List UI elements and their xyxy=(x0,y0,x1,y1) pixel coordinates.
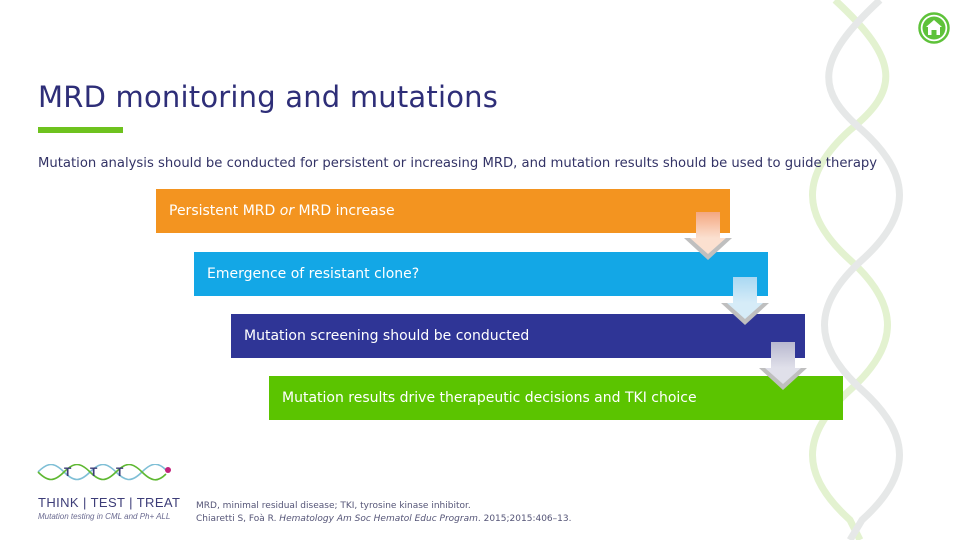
page-title: MRD monitoring and mutations xyxy=(38,80,499,114)
step-4-text: Mutation results drive therapeutic decisions and TKI choice xyxy=(282,390,697,406)
reference-details: . 2015;2015:406–13. xyxy=(477,514,572,524)
svg-text:T: T xyxy=(64,465,72,479)
logo-wordmark: THINK | TEST | TREAT xyxy=(38,495,181,510)
footnote-reference xyxy=(196,513,571,526)
step-1-text-after: MRD increase xyxy=(294,203,395,219)
flow-step-persistent-mrd xyxy=(156,189,730,233)
logo-tagline: Mutation testing in CML and Ph+ ALL xyxy=(38,512,171,521)
svg-text:T: T xyxy=(116,465,124,479)
title-underline xyxy=(38,127,123,133)
svg-text:T: T xyxy=(90,465,98,479)
down-arrow-icon xyxy=(719,277,771,325)
step-1-text-before: Persistent MRD xyxy=(169,203,280,219)
footnote xyxy=(196,500,571,526)
footnote-abbreviations: MRD, minimal residual disease; TKI, tyrosine kinase inhibitor. xyxy=(196,501,471,511)
subtitle: Mutation analysis should be conducted for persistent or increasing MRD, and mutation results should be used to guide therapy xyxy=(38,156,878,171)
step-1-text-italic: or xyxy=(279,203,295,219)
down-arrow-icon xyxy=(757,342,809,390)
step-3-text: Mutation screening should be conducted xyxy=(244,328,530,344)
down-arrow-icon xyxy=(682,212,734,260)
step-2-text: Emergence of resistant clone? xyxy=(207,266,420,282)
reference-journal: Hematology Am Soc Hematol Educ Program xyxy=(279,514,478,524)
reference-authors: Chiaretti S, Foà R. xyxy=(196,514,280,524)
home-icon[interactable] xyxy=(918,12,950,44)
